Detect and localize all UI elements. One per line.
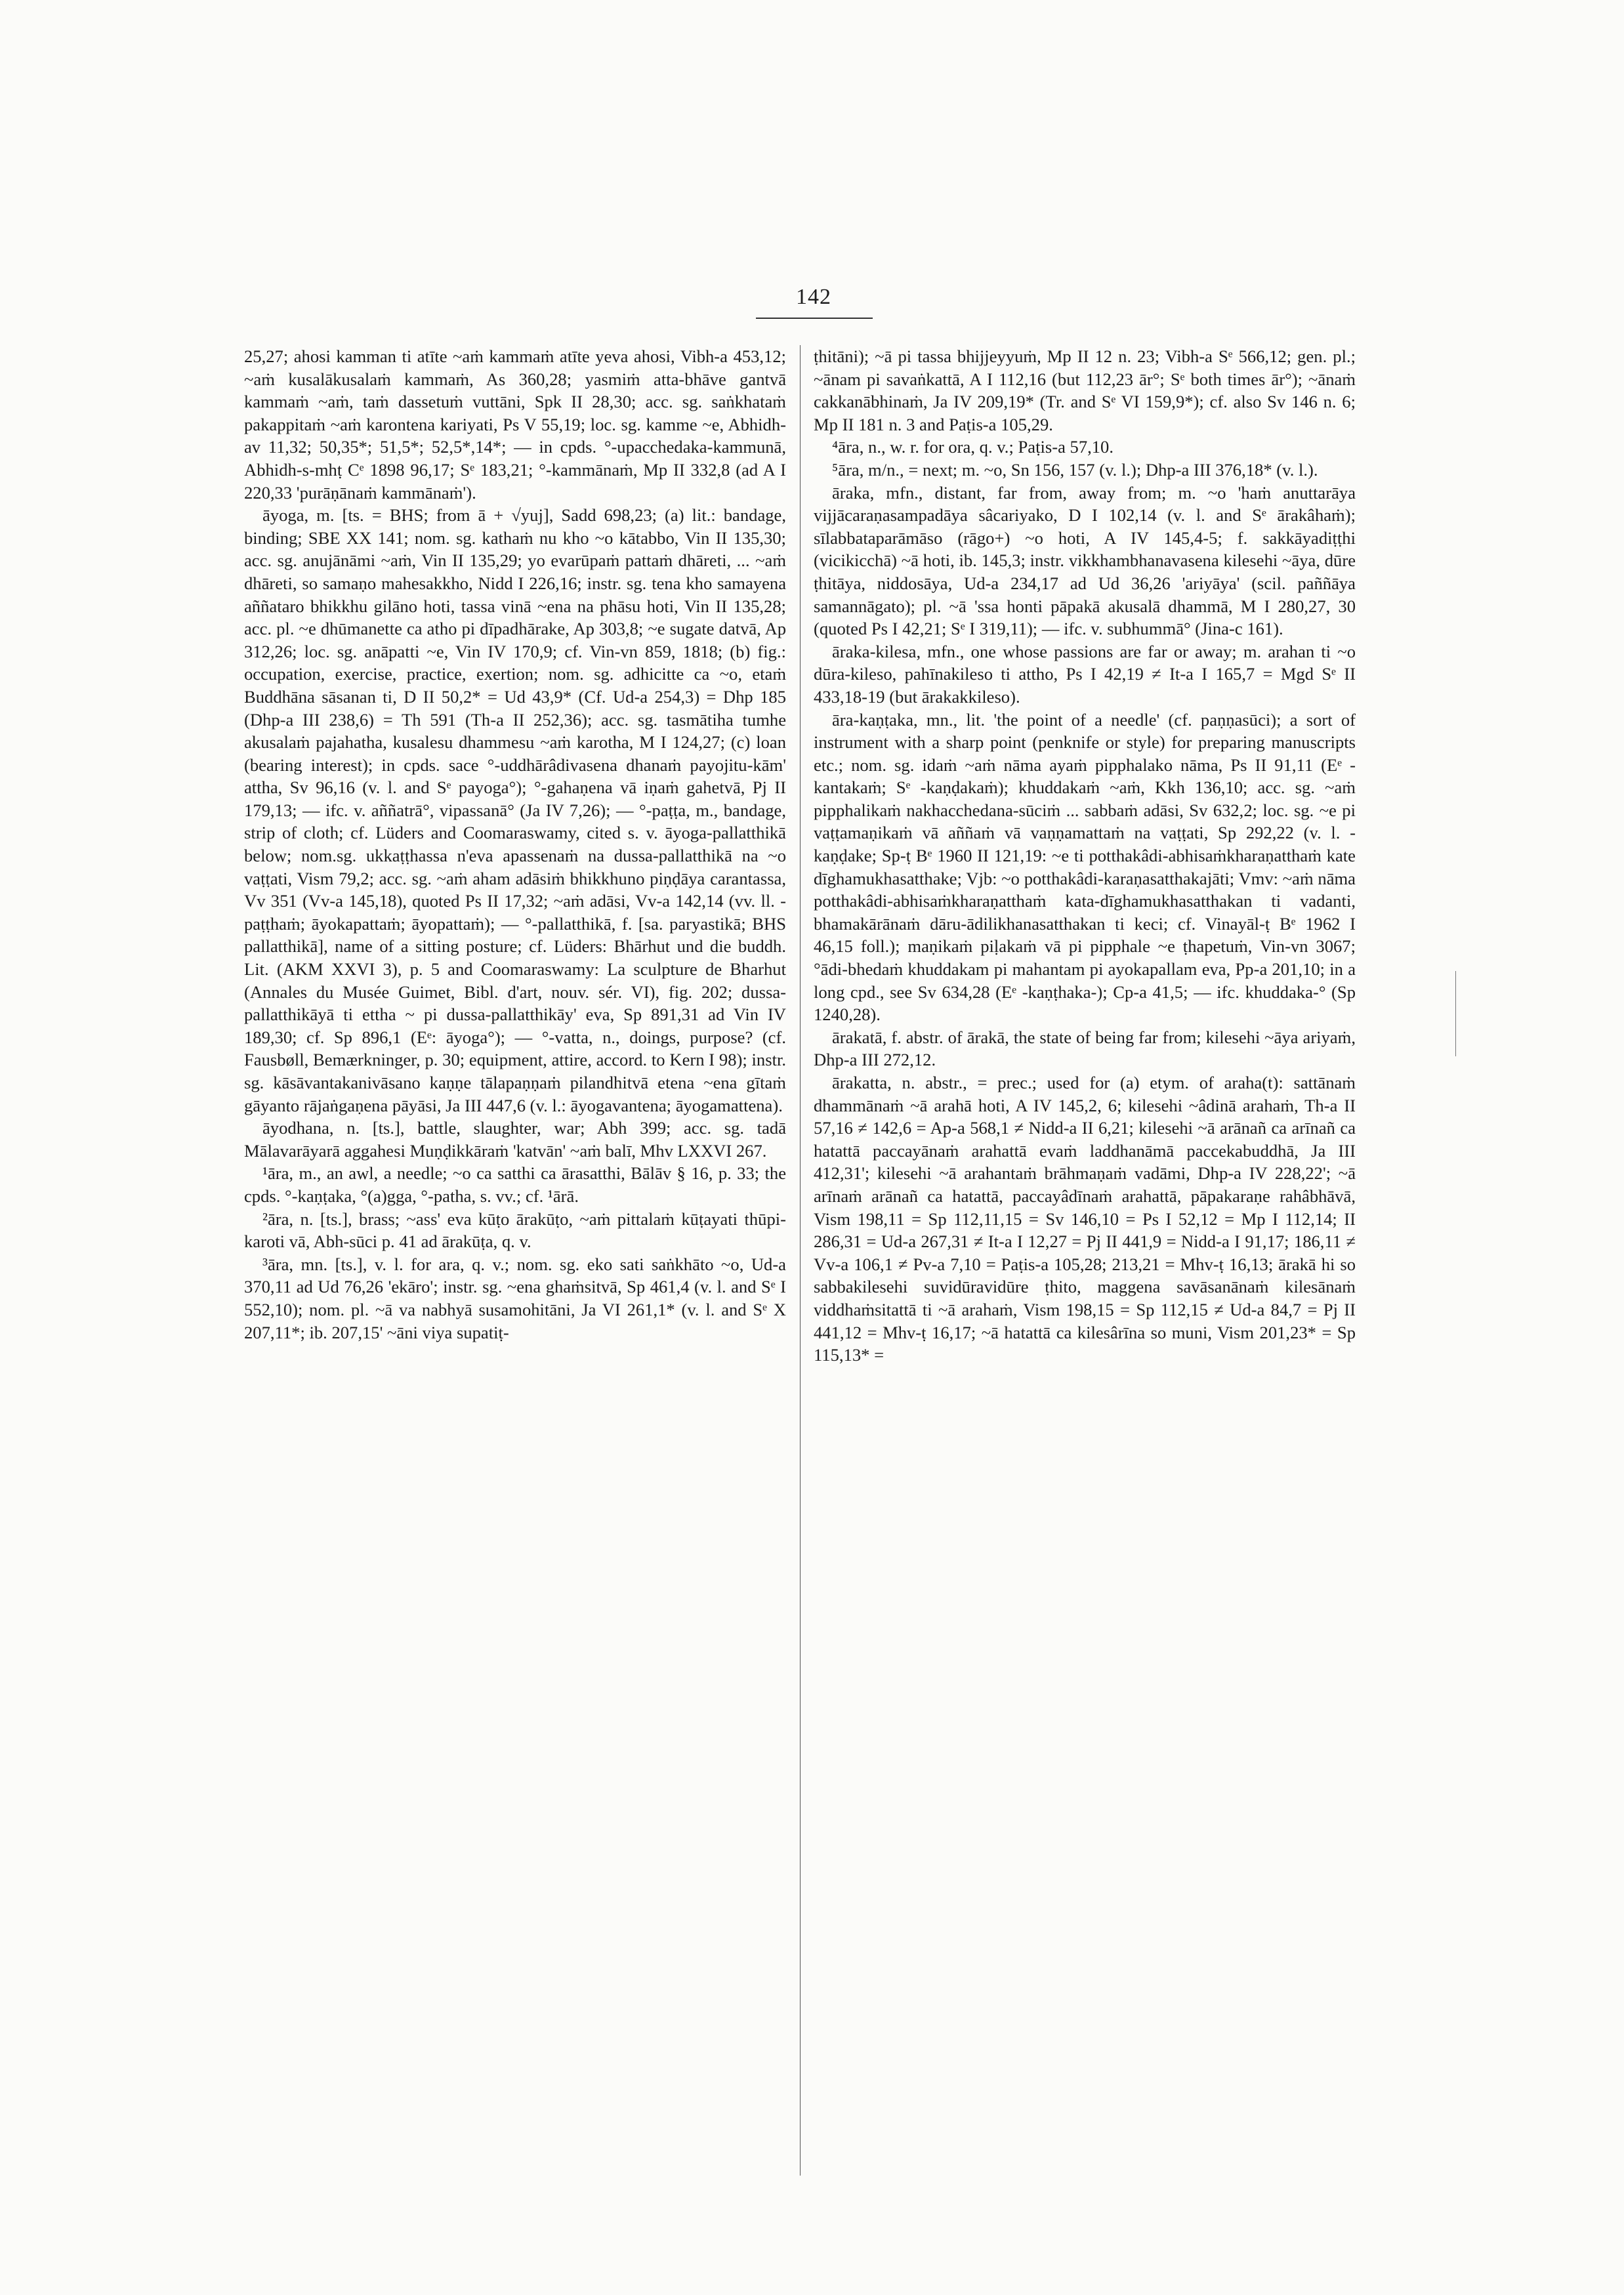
entry-ara-4: ⁴āra, n., w. r. for ora, q. v.; Paṭis-a 57,10. [832,437,1114,457]
entry-ara-1: ¹āra, m., an awl, a needle; ~o ca satthi ca ārasatthi, Bālāv § 16, p. 33; the cpds. °-kaṇṭaka, °(a)gga, °-patha, s. vv.; cf. ¹ārā. [244,1163,786,1206]
left-column [244,345,786,1344]
entry-ayoga: āyoga, m. [ts. = BHS; from ā + √yuj], Sadd 698,23; (a) lit.: bandage, binding; SBE XX 141; nom. sg. kathaṁ nu kho ~o kātabbo, Vin II 135,30; acc. sg. anujānāmi ~aṁ, Vin II 135,29; yo evarūpaṁ pattaṁ dhāreti, ... ~aṁ dhāreti, so samaṇo mahesakkho, Nidd I 226,16; instr. sg. tena kho samayena aññataro bhikkhu gilāno hoti, tassa vinā ~ena na phāsu hoti, Vin II 135,28; acc. pl. ~e dhūmanette ca atho pi dīpadhārake, Ap 303,8; ~e sugate datvā, Ap 312,26; loc. sg. anāpatti ~e, Vin IV 170,9; cf. Vin-vn 859, 1818; (b) fig.: occupation, exercise, practice, exertion; nom. sg. adhicitte ca ~o, etaṁ Buddhāna sāsanan ti, D II 50,2* = Ud 43,9* (Cf. Ud-a 254,3) = Dhp 185 (Dhp-a III 238,6) = Th 591 (Th-a II 252,36); acc. sg. tasmātiha tumhe akusalaṁ pajahatha, kusalesu dhammesu ~aṁ karotha, M I 124,27; (c) loan (bearing interest); in cpds. sace °-uddhārâdivasena dhanaṁ payojitu-kām' attha, Sv 96,16 (v. l. and Sᵉ payoga°); °-gahaṇena vā iṇaṁ gahetvā, Pj II 179,13; — ifc. v. aññatrā°, vipassanā° (Ja IV 7,26); — °-paṭṭa, m., bandage, strip of cloth; cf. Lüders and Coomaraswamy, cited s. v. āyoga-pallatthikā below; nom.sg. ukkaṭṭhassa n'eva apassenaṁ na dussa-pallatthikā na ~o vaṭṭati, Vism 79,2; acc. sg. ~aṁ aham adāsiṁ bhikkhuno piṇḍāya carantassa, Vv 351 (Vv-a 145,18), quoted Ps II 17,32; ~aṁ adāsi, Vv-a 142,14 (vv. ll. -paṭṭhaṁ; āyokapattaṁ; āyopattaṁ); — °-pallatthikā, f. [sa. paryastikā; BHS pallatthikā], name of a sitting posture; cf. Lüders: Bhārhut und die buddh. Lit. (AKM XXVI 3), p. 5 and Coomaraswamy: La sculpture de Bharhut (Annales du Musée Guimet, Bibl. d'art, nouv. sér. VI), fig. 202; dussa-pallatthikāyā ti ettha ~ pi dussa-pallatthikāy' eva, Sp 891,31 ad Vin IV 189,30; cf. Sp 896,1 (Eᵉ: āyoga°); — °-vatta, n., doings, purpose? (cf. Fausbøll, Bemærkninger, p. 30; equipment, attire, accord. to Kern I 98); instr. sg. kāsāvantakanivāsano kaṇṇe tālapaṇṇaṁ pilandhitvā etena ~ena gītaṁ gāyanto rājaṅgaṇena pāyāsi, Ja III 447,6 (v. l.: āyogavantena; āyogamattena). [244,505,786,1115]
margin-mark [1455,971,1456,1056]
entry-continuation-left: 25,27; ahosi kamman ti atīte ~aṁ kammaṁ atīte yeva ahosi, Vibh-a 453,12; ~aṁ kusalākusalaṁ kammaṁ, As 360,28; yasmiṁ atta-bhāve gantvā kammaṁ ~aṁ, taṁ dassetuṁ vuttāni, Spk II 28,30; acc. sg. saṅkhataṁ pakappitaṁ ~aṁ karontena kariyati, Ps V 55,19; loc. sg. kamme ~e, Abhidh-av 11,32; 50,35*; 51,5*; 52,5*,14*; — in cpds. °-upacchedaka-kammunā, Abhidh-s-mhṭ Cᵉ 1898 96,17; Sᵉ 183,21; °-kammānaṁ, Mp II 332,8 (ad A I 220,33 'purāṇānaṁ kammānaṁ'). [244,346,786,503]
right-column [814,345,1356,1367]
page-number: 142 [796,285,831,309]
entry-araka: āraka, mfn., distant, far from, away from; m. ~o 'haṁ anuttarāya vijjācaraṇasampadāya sâcariyako, D I 102,14 (v. l. and Sᵉ ārakâhaṁ); sīlabbataparāmāso (rāgo+) ~o hoti, A IV 145,4-5; f. sakkāyadiṭṭhi (vicikicchā) ~ā hoti, ib. 145,3; instr. vikkhambhanavasena kilesehi ~āya, dūre ṭhitāya, niddosāya, Ud-a 234,17 ad Ud 36,26 'ariyāya' (scil. paññāya samannāgato); pl. ~ā 'ssa honti pāpakā akusalā dhammā, M I 280,27, 30 (quoted Ps I 42,21; Sᵉ I 319,11); — ifc. v. subhummā° (Jina-c 161). [814,482,1356,639]
entry-araka-kilesa: āraka-kilesa, mfn., one whose passions are far or away; m. arahan ti ~o dūra-kileso, pahīnakileso ti attho, Ps I 42,19 ≠ It-a I 165,7 = Mgd Sᵉ II 433,18-19 (but ārakakkileso). [814,641,1356,707]
entry-ara-kantaka: āra-kaṇṭaka, mn., lit. 'the point of a needle' (cf. paṇṇasūci); a sort of instrument with a sharp point (penknife or style) for preparing manuscripts etc.; nom. sg. idaṁ ~aṁ nāma ayaṁ pipphalako nāma, Ps II 91,11 (Eᵉ -kantakaṁ; Sᵉ -kaṇḍakaṁ); khuddakaṁ ~aṁ, Kkh 136,10; acc. sg. ~aṁ pipphalikaṁ nakhacchedana-sūciṁ ... sabbaṁ adāsi, Sv 632,2; loc. sg. ~e pi vaṭṭamaṇikaṁ vā aññaṁ vā vaṇṇamattaṁ na vaṭṭati, Sp 292,22 (v. l. -kaṇḍake; Sp-ṭ Bᵉ 1960 II 121,19: ~e ti potthakâdi-abhisaṁkharaṇatthaṁ kate dīghamukhasatthake; Vjb: ~o potthakâdi-karaṇasatthakajāti; Vmv: ~aṁ nāma potthakâdi-abhisaṁkharaṇatthaṁ kata-dīghamukhasatthakan ti vadanti, bhamakārānaṁ dāru-ādilikhanasatthakan ti keci; cf. Vinayāl-ṭ Bᵉ 1962 I 46,15 foll.); maṇikaṁ piḷakaṁ vā pi pipphale ~e ṭhapetuṁ, Vin-vn 3067; °ādi-bhedaṁ khuddakam pi mahantam pi ayokapallam eva, Pp-a 201,10; in a long cpd., see Sv 634,28 (Eᵉ -kaṇṭhaka-); Cp-a 41,5; — ifc. khuddaka-° (Sp 1240,28). [814,709,1356,1025]
entry-ara-5: ⁵āra, m/n., = next; m. ~o, Sn 156, 157 (v. l.); Dhp-a III 376,18* (v. l.). [832,459,1318,480]
header-rule [756,318,873,319]
entry-ara-3: ³āra, mn. [ts.], v. l. for ara, q. v.; nom. sg. eko sati saṅkhāto ~o, Ud-a 370,11 ad Ud 76,26 'ekāro'; instr. sg. ~ena ghaṁsitvā, Sp 461,4 (v. l. and Sᵉ I 552,10); nom. pl. ~ā va nabhyā susamohitāni, Ja VI 261,1* (v. l. and Sᵉ X 207,11*; ib. 207,15' ~āni viya supatiṭ- [244,1254,786,1342]
entry-ara-2: ²āra, n. [ts.], brass; ~ass' eva kūṭo ārakūṭo, ~aṁ pittalaṁ kūṭayati thūpi-karoti vā, Abh-sūci p. 41 ad ārakūṭa, q. v. [244,1209,786,1252]
entry-continuation-right: ṭhitāni); ~ā pi tassa bhijjeyyuṁ, Mp II 12 n. 23; Vibh-a Sᵉ 566,12; gen. pl.; ~ānam pi savaṅkattā, A I 112,16 (but 112,23 ār°; Sᵉ both times ār°); ~ānaṁ cakkanābhinaṁ, Ja IV 209,19* (Tr. and Sᵉ VI 159,9*); cf. also Sv 146 n. 6; Mp II 181 n. 3 and Paṭis-a 105,29. [814,346,1356,434]
column-divider [800,345,801,2176]
entry-arakata: ārakatā, f. abstr. of ārakā, the state of being far from; kilesehi ~āya ariyaṁ, Dhp-a III 272,12. [814,1027,1356,1070]
entry-arakatta: ārakatta, n. abstr., = prec.; used for (a) etym. of araha(t): sattānaṁ dhammānaṁ ~ā arahā hoti, A IV 145,2, 6; kilesehi ~âdinā arahaṁ, Th-a II 57,16 ≠ 142,6 = Ap-a 568,1 ≠ Nidd-a II 6,21; kilesehi ~ā arānañ ca arīnañ ca hatattā paccayānaṁ arahattā evaṁ laddhanāmā paccekabuddhā, Ja III 412,31'; kilesehi ~ā arahantaṁ brāhmaṇaṁ vadāmi, Dhp-a IV 228,22'; ~ā arīnaṁ arānañ ca hatattā, paccayâdīnaṁ arahattā, pāpakaraṇe rahâbhāvā, Vism 198,11 = Sp 112,11,15 = Sv 146,10 = Ps I 52,12 = Mp I 112,14; II 286,31 = Ud-a 267,31 ≠ It-a I 12,27 = Pj II 441,9 = Nidd-a I 91,17; 186,11 ≠ Vv-a 106,1 ≠ Pv-a 7,10 = Paṭis-a 105,28; 213,21 = Mhv-ṭ 16,13; ārakā hi so sabbakilesehi suvidūravidūre ṭhito, maggena savāsanānaṁ kilesānaṁ viddhaṁsitattā ti ~ā arahaṁ, Vism 198,15 = Sp 112,15 ≠ Ud-a 84,7 = Pj II 441,12 = Mhv-ṭ 16,17; ~ā hatattā ca kilesârīna so muni, Vism 201,23* = Sp 115,13* = [814,1073,1356,1365]
entry-ayodhana: āyodhana, n. [ts.], battle, slaughter, war; Abh 399; acc. sg. tadā Mālavarāyarā aggahesi Muṇḍikkāraṁ 'katvān' ~aṁ balī, Mhv LXXVI 267. [244,1118,786,1161]
